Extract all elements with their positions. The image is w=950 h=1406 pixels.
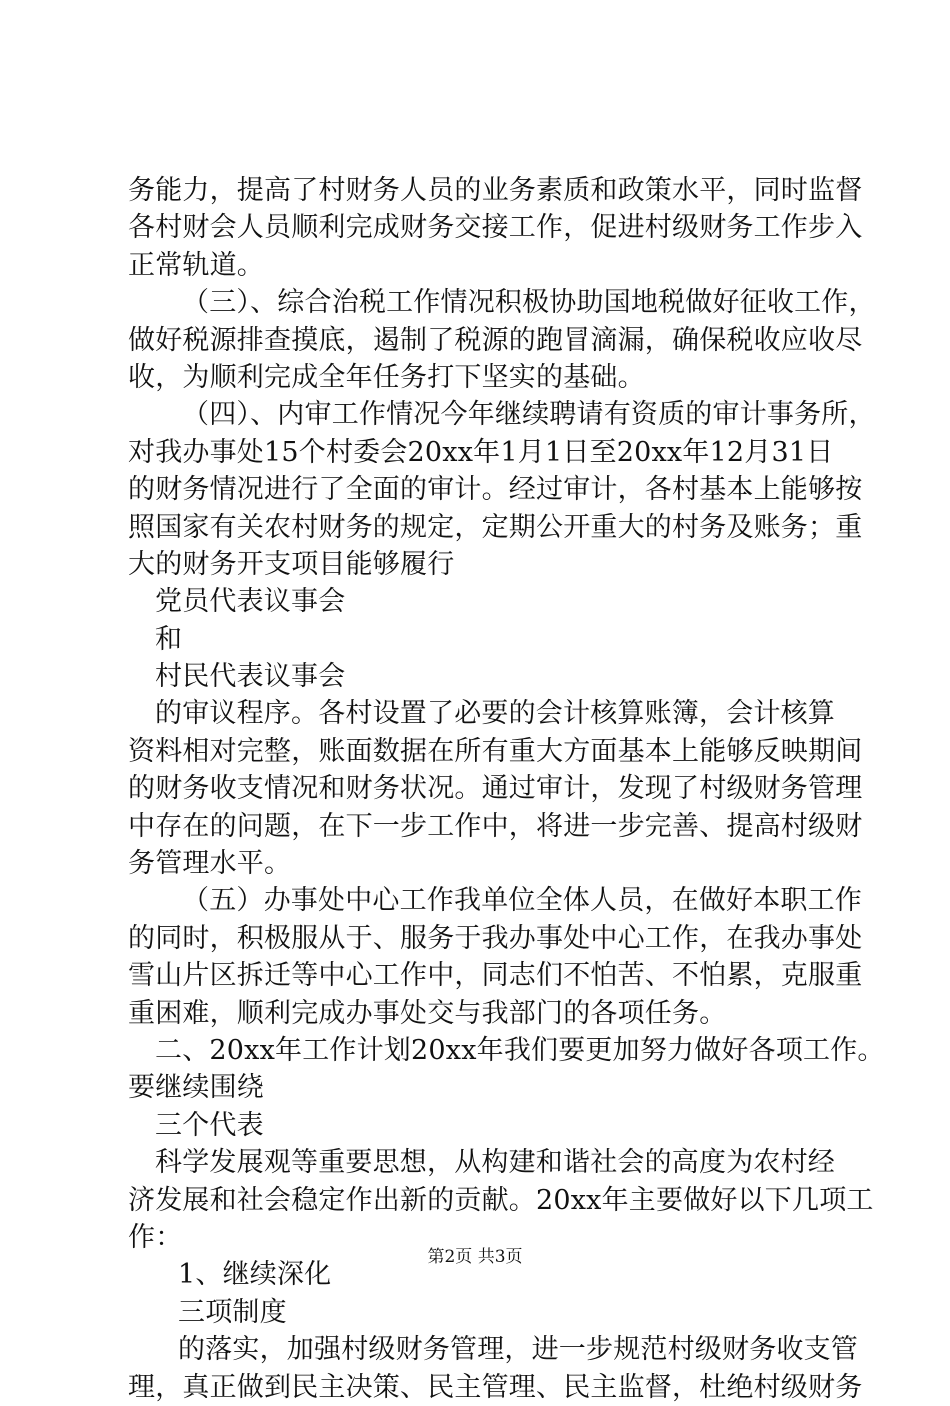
text-line: 中存在的问题，在下一步工作中，将进一步完善、提高村级财: [128, 810, 863, 842]
section-heading-plan: 二、20xx年工作计划20xx年我们要更加努力做好各项工作。: [155, 1034, 885, 1066]
document-body: [128, 172, 885, 1406]
text-line: 三个代表: [155, 1109, 264, 1141]
text-line: 务管理水平。: [128, 848, 292, 880]
list-item-heading: 1、继续深化: [178, 1259, 332, 1291]
section-heading-five: （五）办事处中心工作我单位全体人员，在做好本职工作: [182, 885, 862, 917]
text-line: 理，真正做到民主决策、民主管理、民主监督，杜绝村级财务: [128, 1371, 863, 1403]
text-line: 照国家有关农村财务的规定，定期公开重大的村务及账务；重: [128, 511, 863, 543]
text-line: 和: [155, 623, 183, 655]
text-line: 务能力，提高了村财务人员的业务素质和政策水平，同时监督: [128, 175, 863, 206]
text-line: 雪山片区拆迁等中心工作中，同志们不怕苦、不怕累，克服重: [128, 960, 863, 992]
text-line: 的审议程序。各村设置了必要的会计核算账簿，会计核算: [155, 698, 835, 730]
text-line: 大的财务开支项目能够履行: [128, 548, 455, 580]
text-line: 党员代表议事会: [155, 586, 346, 618]
section-heading-four: （四）、内审工作情况今年继续聘请有资质的审计事务所，: [182, 399, 876, 431]
section-heading-three: （三）、综合治税工作情况积极协助国地税做好征收工作，: [182, 287, 876, 319]
text-line: 三项制度: [178, 1296, 287, 1328]
text-line: 科学发展观等重要思想，从构建和谐社会的高度为农村经: [155, 1147, 835, 1179]
text-line: 的落实，加强村级财务管理，进一步规范村级财务收支管: [178, 1334, 858, 1366]
page-footer: 第2页 共3页: [427, 1247, 523, 1267]
text-line: 资料相对完整，账面数据在所有重大方面基本上能够反映期间: [128, 735, 863, 767]
text-line: 的同时，积极服从于、服务于我办事处中心工作，在我办事处: [128, 922, 863, 954]
text-line: 收，为顺利完成全年任务打下坚实的基础。: [128, 361, 645, 393]
text-line: 的财务情况进行了全面的审计。经过审计，各村基本上能够按: [128, 474, 863, 506]
text-line: 做好税源排查摸底，遏制了税源的跑冒滴漏，确保税收应收尽: [128, 324, 863, 356]
text-line: 济发展和社会稳定作出新的贡献。20xx年主要做好以下几项工: [128, 1184, 874, 1216]
text-line: 作：: [128, 1221, 183, 1253]
text-line: 重困难，顺利完成办事处交与我部门的各项任务。: [128, 997, 727, 1029]
text-line: 要继续围绕: [128, 1072, 264, 1104]
text-line: 的财务收支情况和财务状况。通过审计，发现了村级财务管理: [128, 773, 863, 805]
text-line: 各村财会人员顺利完成财务交接工作，促进村级财务工作步入: [128, 212, 863, 244]
text-line: 正常轨道。: [128, 249, 264, 281]
text-line: 对我办事处15个村委会20xx年1月1日至20xx年12月31日: [128, 436, 834, 468]
text-line: 村民代表议事会: [155, 661, 346, 693]
